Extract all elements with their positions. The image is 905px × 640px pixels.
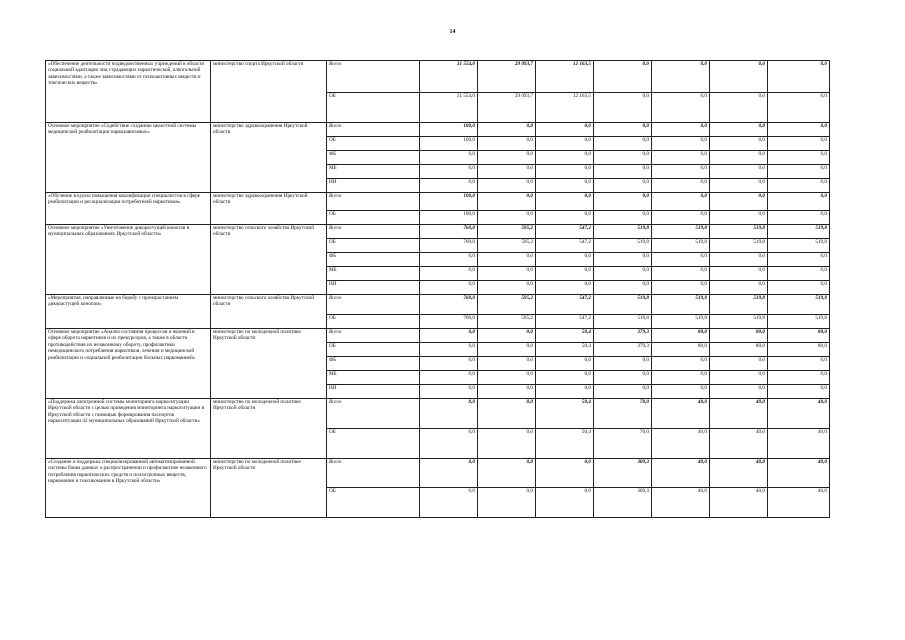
value-cell: 519,8 [768,315,830,329]
funding-source-cell: ОБ [327,488,420,518]
value-cell: 0,0 [536,281,594,295]
value-cell: 519,8 [652,239,710,253]
value-cell: 0,0 [594,267,652,281]
value-cell: 0,0 [652,179,710,193]
value-cell: 595,2 [478,315,536,329]
value-cell: 29 093,7 [478,61,536,93]
value-cell: 80,0 [710,329,768,343]
value-cell: 0,0 [768,253,830,267]
value-cell: 0,0 [652,357,710,371]
value-cell: 519,8 [594,225,652,239]
value-cell: 519,8 [652,225,710,239]
value-cell: 31 554,0 [420,61,478,93]
table-row [46,123,830,137]
value-cell: 40,0 [710,429,768,459]
value-cell: 0,0 [652,137,710,151]
event-name-cell: «Поддержка электронной системы мониторинга наркоситуации Иркутской области с целью проведения мониторинга наркоситуации в Иркутской области с помощью формирования паспортов наркоситуации 42 муниципальных образований Иркутской области» [46,399,211,459]
value-cell: 0,0 [652,267,710,281]
funding-source-cell: ОБ [327,315,420,329]
value-cell: 50,4 [536,399,594,429]
value-cell: 0,0 [478,357,536,371]
value-cell: 0,0 [420,399,478,429]
value-cell: 379,3 [594,329,652,343]
value-cell: 0,0 [536,357,594,371]
value-cell: 40,0 [652,399,710,429]
value-cell: 0,0 [652,385,710,399]
value-cell: 0,0 [478,253,536,267]
value-cell: 0,0 [594,179,652,193]
executor-cell: министерство по молодежной политике Иркутской области [211,399,327,459]
table-row [46,459,830,488]
funding-source-cell: ФБ [327,253,420,267]
executor-cell: министерство по молодежной политике Иркутской области [211,459,327,518]
event-name-cell: Основное мероприятие «Содействие созданию целостной системы медицинской реабилитации наркозависимых» [46,123,211,193]
funding-source-cell: МБ [327,371,420,385]
value-cell: 547,2 [536,225,594,239]
value-cell: 0,0 [710,179,768,193]
value-cell: 0,0 [710,211,768,225]
value-cell: 0,0 [478,123,536,137]
value-cell: 0,0 [420,329,478,343]
value-cell: 31 554,0 [420,93,478,123]
value-cell: 760,0 [420,239,478,253]
event-name-cell: Основное мероприятие «Уничтожение дикорастущей конопли в муниципальных образованиях Иркутской области» [46,225,211,295]
value-cell: 0,0 [536,267,594,281]
value-cell: 0,0 [536,253,594,267]
value-cell: 0,0 [768,211,830,225]
value-cell: 0,0 [594,61,652,93]
value-cell: 519,8 [768,295,830,315]
value-cell: 0,0 [652,93,710,123]
value-cell: 0,0 [594,357,652,371]
value-cell: 0,0 [478,329,536,343]
executor-cell: министерство сельского хозяйства Иркутской области [211,225,327,295]
funding-source-cell: ИИ [327,281,420,295]
value-cell: 0,0 [652,61,710,93]
value-cell: 0,0 [768,357,830,371]
value-cell: 519,8 [652,315,710,329]
value-cell: 40,0 [768,399,830,429]
value-cell: 100,0 [420,123,478,137]
value-cell: 519,8 [710,239,768,253]
value-cell: 519,8 [710,295,768,315]
value-cell: 0,0 [536,459,594,488]
value-cell: 0,0 [768,93,830,123]
value-cell: 309,3 [594,459,652,488]
value-cell: 100,0 [420,137,478,151]
value-cell: 12 163,5 [536,61,594,93]
value-cell: 0,0 [768,385,830,399]
value-cell: 0,0 [536,385,594,399]
value-cell: 0,0 [594,211,652,225]
executor-cell: министерство спорта Иркутской области [211,61,327,123]
value-cell: 0,0 [478,151,536,165]
funding-source-cell: Всего [327,459,420,488]
table-row [46,61,830,93]
value-cell: 595,2 [478,225,536,239]
value-cell: 760,0 [420,225,478,239]
executor-cell: министерство по молодежной политике Иркутской области [211,329,327,399]
funding-source-cell: Всего [327,399,420,429]
value-cell: 0,0 [652,281,710,295]
value-cell: 309,3 [594,488,652,518]
value-cell: 0,0 [478,193,536,211]
value-cell: 0,0 [420,429,478,459]
funding-source-cell: Всего [327,329,420,343]
value-cell: 80,0 [768,329,830,343]
value-cell: 519,8 [594,239,652,253]
funding-source-cell: Всего [327,61,420,93]
funding-source-cell: Всего [327,225,420,239]
value-cell: 80,0 [768,343,830,357]
value-cell: 0,0 [420,371,478,385]
value-cell: 0,0 [652,211,710,225]
value-cell: 0,0 [652,253,710,267]
event-name-cell: Основное мероприятие «Анализ состояния процессов и явлений в сфере оборота наркотиков и их прекурсоров, а также в области противодействия их незаконному обороту, профилактики немедицинского потребления наркотиков, лечения и медицинской реабилитации и социальной реабилитации больных наркоманией» [46,329,211,399]
value-cell: 0,0 [710,371,768,385]
funding-source-cell: ИИ [327,179,420,193]
value-cell: 0,0 [420,267,478,281]
funding-source-cell: ФБ [327,151,420,165]
value-cell: 0,0 [420,357,478,371]
value-cell: 0,0 [710,267,768,281]
value-cell: 0,0 [768,151,830,165]
executor-cell: министерство здравоохранения Иркутской области [211,123,327,193]
value-cell: 0,0 [768,267,830,281]
table-row [46,295,830,315]
value-cell: 0,0 [594,281,652,295]
value-cell: 0,0 [420,343,478,357]
value-cell: 0,0 [652,371,710,385]
value-cell: 0,0 [710,137,768,151]
value-cell: 0,0 [478,281,536,295]
value-cell: 40,0 [768,459,830,488]
value-cell: 0,0 [478,343,536,357]
value-cell: 0,0 [768,193,830,211]
value-cell: 0,0 [478,385,536,399]
funding-source-cell: ОБ [327,429,420,459]
funding-source-cell: Всего [327,193,420,211]
value-cell: 0,0 [420,253,478,267]
value-cell: 0,0 [536,179,594,193]
value-cell: 0,0 [594,253,652,267]
funding-source-cell: ОБ [327,211,420,225]
value-cell: 0,0 [478,429,536,459]
funding-source-cell: ФБ [327,357,420,371]
value-cell: 0,0 [478,179,536,193]
value-cell: 519,8 [594,295,652,315]
table-row [46,399,830,429]
table-row [46,329,830,343]
value-cell: 0,0 [478,488,536,518]
value-cell: 40,0 [652,429,710,459]
value-cell: 100,0 [420,193,478,211]
value-cell: 519,8 [768,225,830,239]
value-cell: 0,0 [420,385,478,399]
value-cell: 519,8 [768,239,830,253]
value-cell: 760,0 [420,315,478,329]
value-cell: 547,2 [536,239,594,253]
value-cell: 0,0 [594,193,652,211]
value-cell: 0,0 [478,137,536,151]
value-cell: 0,0 [652,165,710,179]
value-cell: 0,0 [536,137,594,151]
value-cell: 50,4 [536,343,594,357]
value-cell: 595,2 [478,239,536,253]
value-cell: 0,0 [594,93,652,123]
value-cell: 29 093,7 [478,93,536,123]
value-cell: 519,8 [710,315,768,329]
value-cell: 519,8 [710,225,768,239]
funding-source-cell: ОБ [327,343,420,357]
event-name-cell: «Создание и поддержка специализированной автоматизированной системы банка данных о распространении и профилактике незаконного потребления наркотических средств и психотропных веществ, наркомании и токсикомании в Иркутской области» [46,459,211,518]
value-cell: 0,0 [652,151,710,165]
value-cell: 0,0 [420,459,478,488]
value-cell: 379,3 [594,343,652,357]
value-cell: 100,0 [420,211,478,225]
value-cell: 80,0 [710,343,768,357]
value-cell: 0,0 [420,179,478,193]
value-cell: 0,0 [536,165,594,179]
value-cell: 0,0 [420,488,478,518]
budget-table [45,60,830,518]
value-cell: 760,0 [420,295,478,315]
value-cell: 519,8 [652,295,710,315]
value-cell: 0,0 [594,165,652,179]
value-cell: 519,8 [594,315,652,329]
value-cell: 0,0 [536,193,594,211]
value-cell: 0,0 [768,123,830,137]
value-cell: 40,0 [710,488,768,518]
value-cell: 0,0 [536,371,594,385]
funding-source-cell: Всего [327,123,420,137]
value-cell: 0,0 [710,253,768,267]
event-name-cell: «Обучение в курсы повышения квалификации специалистов в сфере реабилитации и ресоциализации потребителей наркотиков» [46,193,211,225]
value-cell: 40,0 [710,459,768,488]
value-cell: 0,0 [536,151,594,165]
value-cell: 0,0 [768,179,830,193]
value-cell: 0,0 [478,267,536,281]
value-cell: 40,0 [652,488,710,518]
value-cell: 0,0 [478,459,536,488]
value-cell: 0,0 [594,371,652,385]
funding-source-cell: МБ [327,267,420,281]
value-cell: 0,0 [420,281,478,295]
value-cell: 547,2 [536,315,594,329]
value-cell: 0,0 [536,488,594,518]
value-cell: 40,0 [710,399,768,429]
value-cell: 0,0 [710,193,768,211]
value-cell: 0,0 [594,137,652,151]
value-cell: 0,0 [768,371,830,385]
event-name-cell: «Обеспечение деятельности подведомственных учреждений в области социальной адаптации лиц страдающих наркотической, алкогольной зависимостями, а также зависимостями от психоактивных веществ и токсических веществ» [46,61,211,123]
funding-source-cell: ОБ [327,137,420,151]
value-cell: 50,4 [536,329,594,343]
funding-source-cell: ИИ [327,385,420,399]
value-cell: 0,0 [420,165,478,179]
value-cell: 0,0 [420,151,478,165]
value-cell: 0,0 [536,211,594,225]
value-cell: 0,0 [710,281,768,295]
value-cell: 0,0 [652,193,710,211]
value-cell: 0,0 [710,123,768,137]
funding-source-cell: Всего [327,295,420,315]
value-cell: 0,0 [768,165,830,179]
value-cell: 50,4 [536,429,594,459]
funding-source-cell: МБ [327,165,420,179]
value-cell: 40,0 [768,488,830,518]
value-cell: 70,0 [594,429,652,459]
value-cell: 0,0 [594,151,652,165]
value-cell: 0,0 [710,61,768,93]
value-cell: 0,0 [710,385,768,399]
executor-cell: министерство сельского хозяйства Иркутской области [211,295,327,329]
value-cell: 0,0 [594,123,652,137]
value-cell: 70,0 [594,399,652,429]
value-cell: 547,2 [536,295,594,315]
value-cell: 0,0 [536,123,594,137]
funding-source-cell: ОБ [327,239,420,253]
executor-cell: министерство здравоохранения Иркутской области [211,193,327,225]
value-cell: 595,2 [478,295,536,315]
value-cell: 0,0 [768,137,830,151]
funding-source-cell: ОБ [327,93,420,123]
value-cell: 0,0 [478,165,536,179]
value-cell: 0,0 [768,281,830,295]
value-cell: 0,0 [710,165,768,179]
value-cell: 40,0 [768,429,830,459]
value-cell: 0,0 [594,385,652,399]
event-name-cell: «Мероприятия, направленные на борьбу с произрастанием дикорастущей конопли» [46,295,211,329]
value-cell: 0,0 [768,61,830,93]
value-cell: 12 163,5 [536,93,594,123]
value-cell: 0,0 [710,151,768,165]
table-row [46,225,830,239]
table-row [46,193,830,211]
value-cell: 40,0 [652,459,710,488]
value-cell: 0,0 [710,357,768,371]
value-cell: 0,0 [478,211,536,225]
value-cell: 80,0 [652,329,710,343]
value-cell: 0,0 [710,93,768,123]
value-cell: 0,0 [478,371,536,385]
value-cell: 0,0 [652,123,710,137]
value-cell: 0,0 [478,399,536,429]
value-cell: 80,0 [652,343,710,357]
page-number: 14 [449,29,456,35]
